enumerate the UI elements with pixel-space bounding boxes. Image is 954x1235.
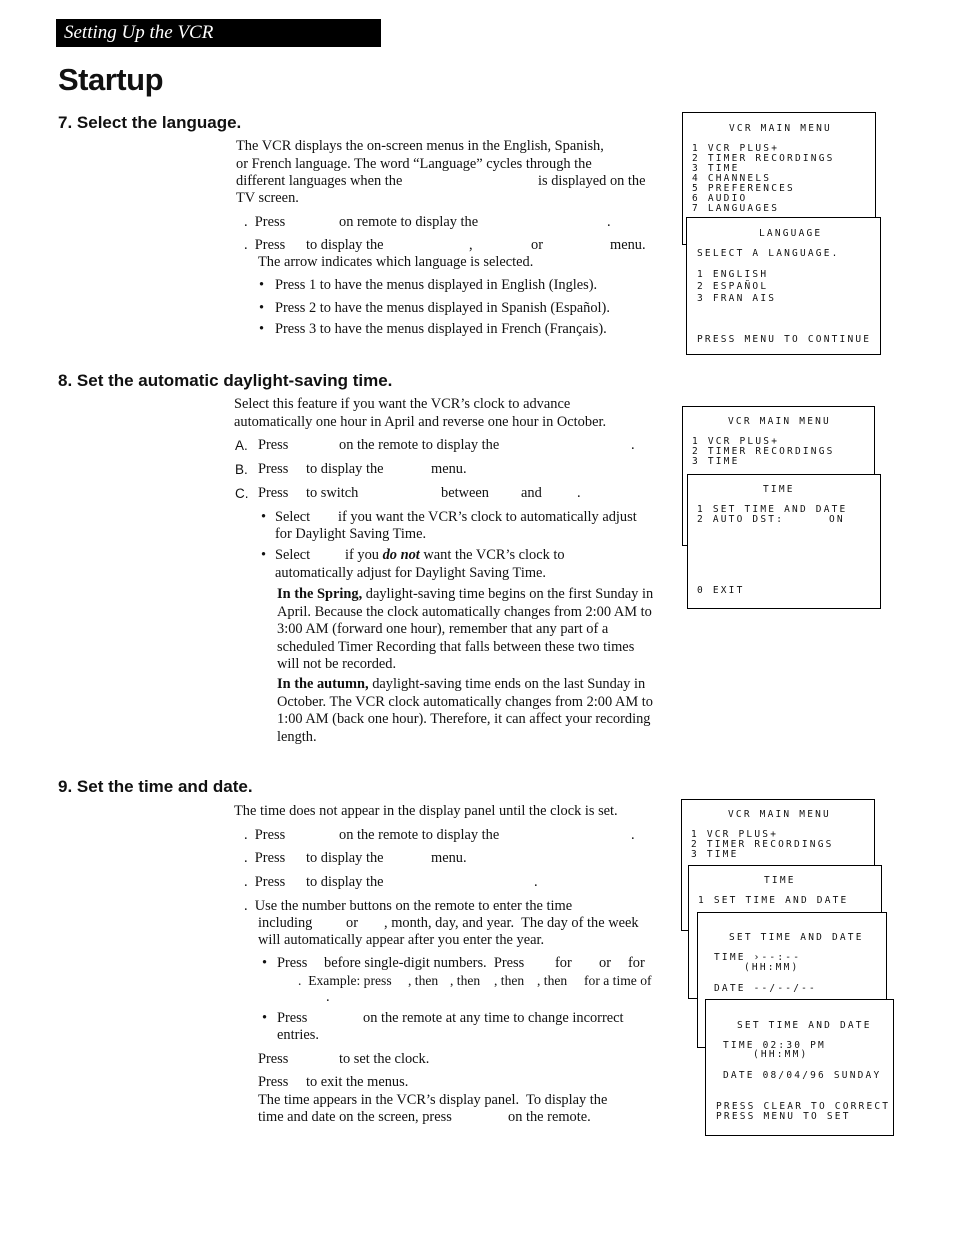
- step9-bullet1-then1: , then: [408, 973, 439, 988]
- step9-d-or: or: [346, 915, 358, 931]
- step9-b-menu: menu.: [431, 850, 467, 866]
- step7-a-mid: on remote to display the: [339, 214, 479, 230]
- menu-item: 3 TIME: [692, 163, 740, 174]
- language-option: 2 ESPAÑOL: [697, 281, 769, 292]
- step8-a-mid: on the remote to display the: [339, 437, 500, 453]
- screen-title: SET TIME AND DATE: [729, 932, 864, 943]
- step8-bullet2-dot: •: [261, 547, 267, 563]
- step9-f-rest: to exit the menus.: [306, 1074, 409, 1090]
- step9-bullet1-for: for: [555, 955, 572, 971]
- step9-f-line3-end: on the remote.: [508, 1109, 591, 1125]
- step8-intro: Select this feature if you want the VCR’s clock to advance automatically one hour in April and reverse one hour in October.: [234, 396, 607, 430]
- screen-footer: PRESS MENU TO SET: [716, 1111, 851, 1122]
- screen-title: VCR MAIN MENU: [729, 123, 832, 134]
- step9-a-end: .: [631, 827, 635, 843]
- step7-intro-end: is displayed on the: [538, 173, 646, 189]
- step9-d-rest: , month, day, and year. The day of the week: [384, 915, 639, 931]
- step8-bullet1-c: for Daylight Saving Time.: [275, 526, 427, 542]
- step8-a: Press: [258, 437, 289, 453]
- step8-c-mid: to switch: [306, 485, 359, 501]
- menu-item: 3 TIME: [691, 849, 739, 860]
- time-format: (HH:MM): [753, 1049, 809, 1060]
- step8-c-end: .: [577, 485, 581, 501]
- step8-heading: 8. Set the automatic daylight-saving time.: [58, 371, 393, 390]
- time-format: (HH:MM): [744, 962, 800, 973]
- step7-bullet-spanish: • Press 2 to have the menus displayed in Spanish (Español).: [259, 300, 659, 318]
- step9-bullet1-then2: , then: [450, 973, 481, 988]
- step9-bullet1-dot: •: [262, 955, 268, 971]
- step9-bullet1-or: or: [599, 955, 611, 971]
- screen-footer: PRESS MENU TO CONTINUE: [697, 334, 872, 345]
- time-field: TIME ›--:--: [714, 952, 802, 963]
- step8-autumn-note: In the autumn, daylight-saving time ends on the last Sunday in October. The VCR clock automatically changes from 2:00 AM to 1:00 AM (back one hour). Therefore, it can affect your recording length.: [277, 676, 653, 745]
- step7-a: . Press: [244, 214, 286, 230]
- step8-b-mid: to display the: [306, 461, 384, 477]
- step9-c: . Press: [244, 874, 286, 890]
- step8-bullet2-a: Select: [275, 547, 311, 563]
- step7-a-end: .: [607, 214, 611, 230]
- step9-bullet1-a: Press: [277, 955, 308, 971]
- step7-heading: 7. Select the language.: [58, 113, 242, 132]
- step9-f: Press: [258, 1074, 289, 1090]
- step9-e-rest: to set the clock.: [339, 1051, 430, 1067]
- menu-item: 4 CHANNELS: [692, 173, 772, 184]
- step8-bullet1-b: if you want the VCR’s clock to automatically adjust: [338, 509, 637, 525]
- menu-item: 5 PREFERENCES: [692, 183, 795, 194]
- section-header: Setting Up the VCR: [56, 19, 381, 47]
- step9-b-mid: to display the: [306, 850, 384, 866]
- step9-bullet1-dot-end: .: [326, 989, 330, 1005]
- step9-intro: The time does not appear in the display panel until the clock is set.: [234, 803, 618, 819]
- menu-item: 1 SET TIME AND DATE: [698, 895, 849, 906]
- step9-bullet2-c: entries.: [277, 1027, 319, 1043]
- step7-bullet-french: • Press 3 to have the menus displayed in French (Français).: [259, 321, 659, 339]
- step8-b: Press: [258, 461, 289, 477]
- screen-title: VCR MAIN MENU: [728, 416, 831, 427]
- date-field: DATE 08/04/96 SUNDAY: [723, 1070, 882, 1081]
- step9-bullet1-forlast: for a time of: [584, 973, 652, 988]
- step9-b: . Press: [244, 850, 286, 866]
- step8-c: Press: [258, 485, 289, 501]
- step9-heading: 9. Set the time and date.: [58, 777, 253, 796]
- step7-intro-tail: TV screen.: [236, 190, 299, 206]
- step7-b: . Press: [244, 237, 286, 253]
- screen-footer: PRESS CLEAR TO CORRECT: [716, 1101, 891, 1112]
- step7-bullet-english: • Press 1 to have the menus displayed in English (Ingles).: [259, 277, 659, 295]
- menu-item: 3 TIME: [692, 456, 740, 467]
- screen-prompt: SELECT A LANGUAGE.: [697, 248, 840, 259]
- step8-b-letter: B.: [235, 462, 248, 477]
- step7-b-arrow: The arrow indicates which language is selected.: [258, 254, 534, 270]
- menu-exit: 0 EXIT: [697, 585, 745, 596]
- step8-bullet2-d: automatically adjust for Daylight Saving Time.: [275, 565, 546, 581]
- menu-item: 2 AUTO DST:: [697, 514, 785, 525]
- page-title: Startup: [58, 62, 163, 97]
- menu-item: 1 SET TIME AND DATE: [697, 504, 848, 515]
- menu-item: 2 TIMER RECORDINGS: [692, 153, 835, 164]
- step7-b-menu: menu.: [610, 237, 646, 253]
- step9-bullet1-b: before single-digit numbers. Press: [324, 955, 525, 971]
- step9-a-mid: on the remote to display the: [339, 827, 500, 843]
- step8-b-menu: menu.: [431, 461, 467, 477]
- step8-bullet1-a: Select: [275, 509, 311, 525]
- screen-title: TIME: [764, 875, 796, 886]
- menu-item: 7 LANGUAGES: [692, 203, 780, 214]
- step9-bullet2-a: Press: [277, 1010, 308, 1026]
- menu-item: 2 TIMER RECORDINGS: [691, 839, 834, 850]
- step7-b-mid: to display the: [306, 237, 384, 253]
- menu-item: 6 AUDIO: [692, 193, 748, 204]
- step8-c-letter: C.: [235, 486, 249, 501]
- step9-bullet1-for2: for: [628, 955, 645, 971]
- language-option: 1 ENGLISH: [697, 269, 769, 280]
- step8-bullet1-dot: •: [261, 509, 267, 525]
- menu-item: 1 VCR PLUS+: [691, 829, 779, 840]
- step9-bullet2-b: on the remote at any time to change incorrect: [363, 1010, 624, 1026]
- step9-a: . Press: [244, 827, 286, 843]
- time-field: TIME 02:30 PM: [723, 1040, 826, 1051]
- step9-bullet1-then4: , then: [537, 973, 568, 988]
- step9-c-end: .: [534, 874, 538, 890]
- menu-item: 1 VCR PLUS+: [692, 143, 780, 154]
- step9-d-line1: . Use the number buttons on the remote to enter the time: [244, 898, 573, 914]
- step9-bullet1-example: . Example: press: [298, 973, 392, 988]
- date-field: DATE --/--/--: [714, 983, 817, 994]
- step8-bullet2: if you do not want the VCR’s clock to: [345, 547, 565, 563]
- step8-c-and: and: [521, 485, 542, 501]
- language-option: 3 FRAN AIS: [697, 293, 777, 304]
- screen-time-dst: [687, 474, 881, 609]
- step7-b-comma: ,: [469, 237, 473, 253]
- step9-e: Press: [258, 1051, 289, 1067]
- step8-spring-note: In the Spring, daylight-saving time begins on the first Sunday in April. Because the clock automatically changes from 2:00 AM to 3:00 AM (forward one hour), remember that any part of a scheduled Timer Recording that falls between these two times will not be recorded.: [277, 586, 654, 672]
- screen-title: LANGUAGE: [759, 228, 823, 239]
- step9-f-line2: The time appears in the VCR’s display panel. To display the: [258, 1092, 608, 1108]
- step8-a-letter: A.: [235, 438, 248, 453]
- menu-item: 1 VCR PLUS+: [692, 436, 780, 447]
- screen-title: VCR MAIN MENU: [728, 809, 831, 820]
- step7-intro: The VCR displays the on-screen menus in the English, Spanish, or French language. The word “Language” cycles through the different languages when the: [236, 138, 604, 189]
- step9-bullet2-dot: •: [262, 1010, 268, 1026]
- dst-value: ON: [829, 514, 845, 525]
- step9-d-incl: including: [258, 915, 313, 931]
- screen-language: [686, 217, 881, 355]
- step9-bullet1-then3: , then: [494, 973, 525, 988]
- step8-c-between: between: [441, 485, 489, 501]
- menu-item: 2 TIMER RECORDINGS: [692, 446, 835, 457]
- screen-set-time-filled: [705, 999, 894, 1136]
- screen-title: TIME: [763, 484, 795, 495]
- step9-d-line3: will automatically appear after you enter the year.: [258, 932, 545, 948]
- step8-a-end: .: [631, 437, 635, 453]
- step7-b-or: or: [531, 237, 543, 253]
- step9-c-mid: to display the: [306, 874, 384, 890]
- step9-f-line3: time and date on the screen, press: [258, 1109, 452, 1125]
- screen-title: SET TIME AND DATE: [737, 1020, 872, 1031]
